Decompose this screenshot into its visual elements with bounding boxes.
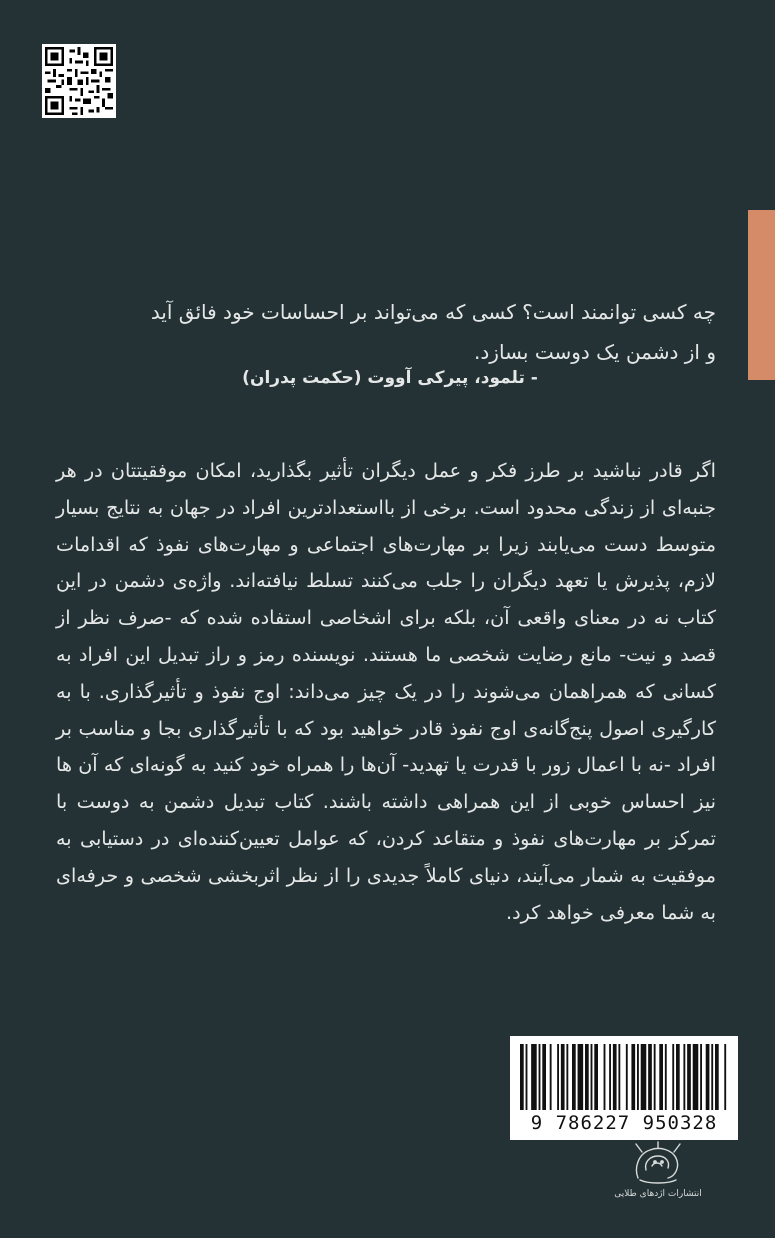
barcode-bar: [526, 1044, 528, 1110]
barcode-bar: [676, 1044, 680, 1110]
back-cover-blurb: [56, 453, 716, 931]
barcode-bar: [561, 1044, 565, 1110]
barcode-bar: [637, 1044, 639, 1110]
barcode-bar: [609, 1044, 611, 1110]
barcode-icon: [520, 1044, 728, 1110]
barcode-bar: [594, 1044, 598, 1110]
isbn-barcode: [510, 1036, 738, 1140]
barcode-bar: [531, 1044, 537, 1110]
barcode-bar: [626, 1044, 628, 1110]
barcode-bar: [591, 1044, 593, 1110]
barcode-bar: [724, 1044, 726, 1110]
isbn-number: 9 786227 950328: [530, 1112, 718, 1134]
barcode-bar: [706, 1044, 710, 1110]
quote-attribution: - تلمود، پیرکی آووت (حکمت پدران): [242, 368, 538, 388]
barcode-bar: [550, 1044, 552, 1110]
barcode-bar: [683, 1044, 685, 1110]
publisher-name: انتشارات اژدهای طلایی: [614, 1189, 702, 1199]
barcode-bar: [557, 1044, 559, 1110]
barcode-bar: [659, 1044, 663, 1110]
barcode-bar: [604, 1044, 606, 1110]
barcode-bar: [641, 1044, 647, 1110]
blurb-paragraph: اگر قادر نباشید بر طرز فکر و عمل دیگران تأثیر بگذارید، امکان موفقیتتان در هر جنبه‌ای از زندگی محدود است. برخی از بااستعدادترین افراد در جهان به نتایج بسیار متوسط دست می‌یابند زیرا بر مهارت‌های اجتماعی و مهارت‌های نفوذ که اقدامات لازم، پذیرش یا تعهد دیگران را جلب می‌کنند تسلط نیافته‌اند. واژه‌ی دشمن در این کتاب نه در معنای واقعی آن، بلکه برای اشخاصی استفاده شده که -صرف نظر از قصد و نیت- مانع رضایت شخصی ما هستند. نویسنده رمز و راز تبدیل این افراد به کسانی که همراهمان می‌شوند را در یک چیز می‌داند: اوج نفوذ و تأثیرگذاری. با به کارگیری اصول پنج‌گانه‌ی اوج نفوذ قادر خواهید بود که با تأثیرگذاری بجا و مناسب بر افراد -نه با اعمال زور با قدرت یا تهدید- آن‌ها را همراه خود کنید به گونه‌ای که آن ها نیز احساس خوبی از این همراهی داشته باشند. کتاب تبدیل دشمن به دوست با تمرکز بر مهارت‌های نفوذ و متقاعد کردن، که عوامل تعیین‌کننده‌ای در دستیابی به موفقیت به شمار می‌آیند، دنیای کاملاً جدیدی را از نظر اثربخشی شخصی و حرفه‌ای به شما معرفی خواهد کرد.: [56, 459, 716, 924]
barcode-bar: [618, 1044, 620, 1110]
barcode-bar: [585, 1044, 589, 1110]
barcode-bar: [539, 1044, 541, 1110]
quote-line-1: چه کسی توانمند است؟ کسی که می‌تواند بر احساسات خود فائق آید: [150, 300, 716, 324]
barcode-bar: [631, 1044, 635, 1110]
barcode-bar: [654, 1044, 656, 1110]
barcode-bar: [572, 1044, 576, 1110]
barcode-bar: [711, 1044, 713, 1110]
qr-code: [42, 44, 116, 118]
qr-code-icon: [45, 47, 113, 115]
barcode-bar: [648, 1044, 652, 1110]
barcode-bar: [693, 1044, 699, 1110]
barcode-bar: [520, 1044, 524, 1110]
epigraph-quote: [56, 292, 716, 372]
barcode-bar: [700, 1044, 702, 1110]
dragon-logo-icon: [628, 1140, 688, 1186]
barcode-bar: [715, 1044, 719, 1110]
barcode-bar: [672, 1044, 674, 1110]
quote-line-2: و از دشمن یک دوست بسازد.: [474, 340, 716, 364]
spine-accent-band: [748, 210, 775, 380]
barcode-bar: [687, 1044, 691, 1110]
barcode-bar: [578, 1044, 584, 1110]
barcode-bar: [665, 1044, 667, 1110]
spine-edge: [748, 0, 775, 1238]
barcode-bar: [542, 1044, 546, 1110]
barcode-bar: [566, 1044, 568, 1110]
barcode-bar: [613, 1044, 617, 1110]
